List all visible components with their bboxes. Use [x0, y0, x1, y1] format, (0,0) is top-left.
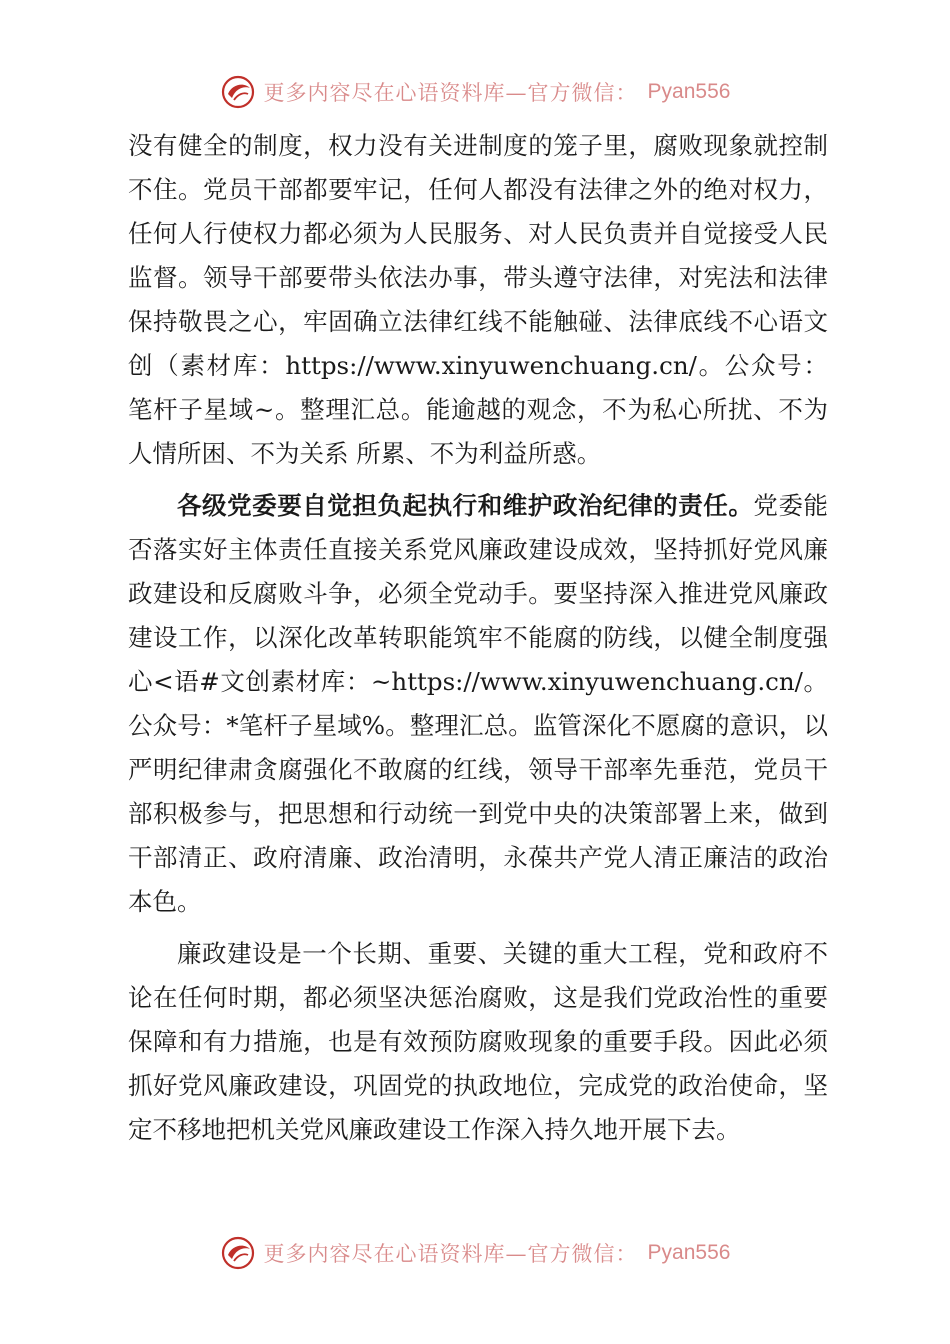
- header-banner: [0, 70, 950, 114]
- document-body: [128, 124, 828, 1152]
- paragraph-3: [128, 932, 828, 1152]
- paragraph-1: [128, 124, 828, 476]
- footer-wechat-id: Pyan556: [647, 1241, 731, 1264]
- brand-logo-icon: [220, 74, 256, 110]
- footer-banner: [0, 1231, 950, 1275]
- paragraph-3-text: 廉政建设是一个长期、重要、关键的重大工程，党和政府不论在任何时期，都必须坚决惩治腐败，这是我们党政治性的重要保障和有力措施，也是有效预防腐败现象的重要手段。因此必须抓好党风廉政建设，巩固党的执政地位，完成党的政治使命，坚定不移地把机关党风廉政建设工作深入持久地开展下去。: [128, 939, 828, 1144]
- header-wechat-id: Pyan556: [647, 80, 731, 103]
- paragraph-2-lead: 各级党委要自觉担负起执行和维护政治纪律的责任。: [177, 491, 754, 520]
- paragraph-2-text: 党委能否落实好主体责任直接关系党风廉政建设成效，坚持抓好党风廉政建设和反腐败斗争，必须全党动手。要坚持深入推进党风廉政建设工作，以深化改革转职能筑牢不能腐的防线，以健全制度强心<语#文创素材库：~https://www.xinyuwenchuang.cn/。公众号：*笔杆子星域%。整理汇总。监管深化不愿腐的意识，以严明纪律肃贪腐强化不敢腐的红线，领导干部率先垂范，党员干部积极参与，把思想和行动统一到党中央的决策部署上来，做到干部清正、政府清廉、政治清明，永葆共产党人清正廉洁的政治本色。: [128, 491, 829, 916]
- paragraph-2: [128, 484, 828, 924]
- header-banner-text: 更多内容尽在心语资料库—官方微信：: [263, 81, 638, 105]
- paragraph-1-text: 没有健全的制度，权力没有关进制度的笼子里，腐败现象就控制不住。党员干部都要牢记，任何人都没有法律之外的绝对权力，任何人行使权力都必须为人民服务、对人民负责并自觉接受人民监督。领导干部要带头依法办事，带头遵守法律，对宪法和法律保持敬畏之心，牢固确立法律红线不能触碰、法律底线不心语文创（素材库：https://www.xinyuwenchuang.cn/。公众号：笔杆子星域~。整理汇总。能逾越的观念，不为私心所扰、不为人情所困、不为关系 所累、不为利益所惑。: [128, 131, 828, 468]
- brand-logo-icon: [220, 1235, 256, 1271]
- footer-banner-text: 更多内容尽在心语资料库—官方微信：: [263, 1242, 638, 1266]
